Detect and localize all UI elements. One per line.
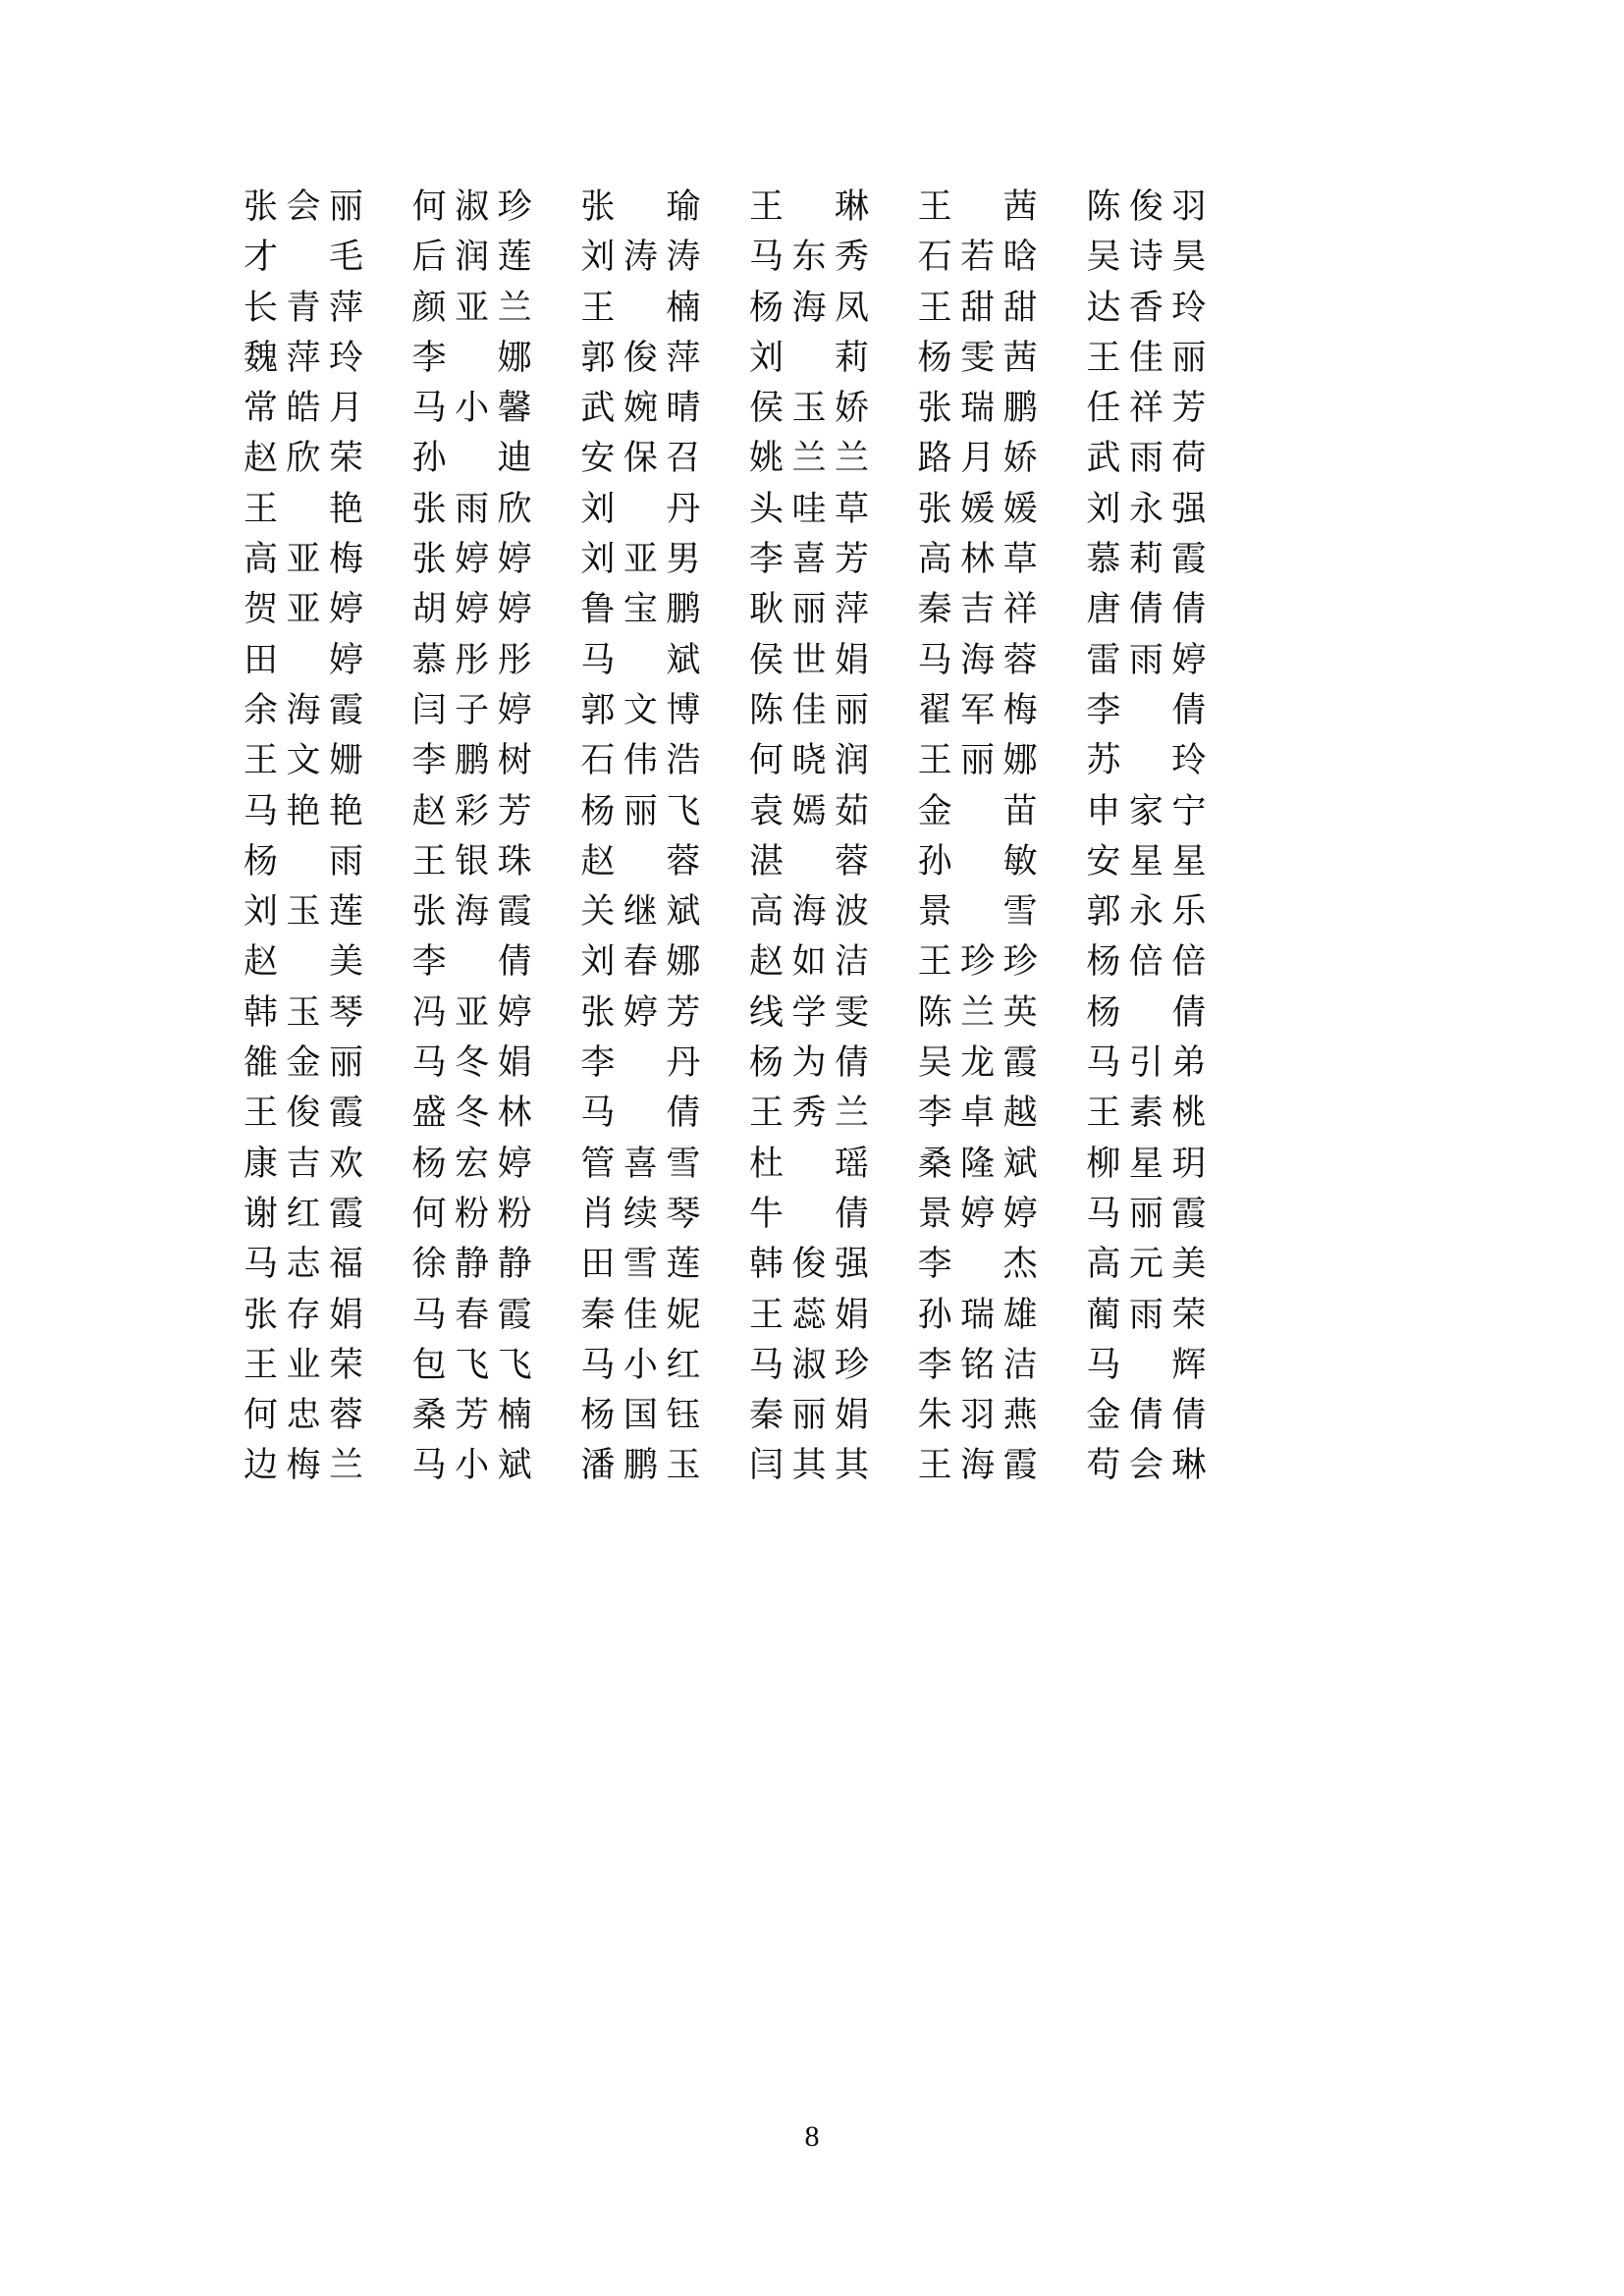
name-cell: 王蕊娟	[749, 1295, 869, 1334]
name-cell: 赵欣荣	[244, 439, 363, 478]
name-cell: 张 瑜	[580, 187, 701, 226]
name-cell: 张雨欣	[411, 489, 532, 528]
name-cell: 朱羽燕	[917, 1396, 1038, 1435]
name-cell: 景婷婷	[917, 1194, 1038, 1233]
name-cell: 线学雯	[749, 992, 869, 1032]
name-cell: 牛 倩	[749, 1194, 869, 1233]
name-cell: 慕彤彤	[411, 640, 532, 679]
name-cell: 何粉粉	[411, 1194, 532, 1233]
name-cell: 刘涛涛	[580, 238, 701, 277]
name-cell: 李 倩	[411, 942, 532, 982]
name-cell: 王 艳	[244, 489, 363, 528]
name-cell: 刘 丹	[580, 489, 701, 528]
name-cell: 张婷婷	[411, 540, 532, 579]
name-cell: 秦吉祥	[917, 590, 1038, 629]
name-cell: 高亚梅	[244, 540, 363, 579]
name-cell: 李喜芳	[749, 540, 869, 579]
name-cell: 杨丽飞	[580, 791, 701, 830]
name-cell: 马艳艳	[244, 791, 363, 830]
name-cell: 慕莉霞	[1086, 540, 1207, 579]
name-cell: 秦佳妮	[580, 1295, 701, 1334]
name-cell: 头哇草	[749, 489, 869, 528]
name-cell: 郭永乐	[1086, 892, 1207, 932]
name-cell: 王丽娜	[917, 741, 1038, 780]
name-cell: 杨海凤	[749, 288, 869, 327]
name-cell: 刘玉莲	[244, 892, 363, 932]
name-cell: 闫子婷	[411, 690, 532, 729]
name-cell: 唐倩倩	[1086, 590, 1207, 629]
name-cell: 王文姗	[244, 741, 363, 780]
name-cell: 高林草	[917, 540, 1038, 579]
name-cell: 康吉欢	[244, 1144, 363, 1183]
name-cell: 余海霞	[244, 690, 363, 729]
name-cell: 高海波	[749, 892, 869, 932]
name-cell: 李卓越	[917, 1094, 1038, 1133]
name-cell: 高元美	[1086, 1245, 1207, 1284]
name-cell: 马引弟	[1086, 1043, 1207, 1083]
name-cell: 杨雯茜	[917, 338, 1038, 377]
name-cell: 陈佳丽	[749, 690, 869, 729]
name-cell: 耿丽萍	[749, 590, 869, 629]
name-cell: 吴龙霞	[917, 1043, 1038, 1083]
name-cell: 马志福	[244, 1245, 363, 1284]
name-cell: 韩俊强	[749, 1245, 869, 1284]
name-cell: 管喜雪	[580, 1144, 701, 1183]
name-cell: 马 倩	[580, 1094, 701, 1133]
name-cell: 吴诗昊	[1086, 238, 1207, 277]
name-cell: 安保召	[580, 439, 701, 478]
name-cell: 潘鹏玉	[580, 1446, 701, 1485]
name-cell: 王银珠	[411, 841, 532, 881]
name-cell: 金 苗	[917, 791, 1038, 830]
name-cell: 安星星	[1086, 841, 1207, 881]
name-cell: 李鹏树	[411, 741, 532, 780]
name-cell: 桑隆斌	[917, 1144, 1038, 1183]
name-cell: 柳星玥	[1086, 1144, 1207, 1183]
name-cell: 雷雨婷	[1086, 640, 1207, 679]
name-cell: 赵彩芳	[411, 791, 532, 830]
name-cell: 徐静静	[411, 1245, 532, 1284]
name-cell: 马小馨	[411, 389, 532, 428]
name-cell: 刘春娜	[580, 942, 701, 982]
name-cell: 何忠蓉	[244, 1396, 363, 1435]
name-cell: 湛 蓉	[749, 841, 869, 881]
name-cell: 边梅兰	[244, 1446, 363, 1485]
name-cell: 张瑞鹏	[917, 389, 1038, 428]
name-cell: 闫其其	[749, 1446, 869, 1485]
name-cell: 马东秀	[749, 238, 869, 277]
name-cell: 韩玉琴	[244, 992, 363, 1032]
name-cell: 田雪莲	[580, 1245, 701, 1284]
name-cell: 才 毛	[244, 238, 363, 277]
name-cell: 马 辉	[1086, 1345, 1207, 1384]
name-cell: 常皓月	[244, 389, 363, 428]
name-cell: 王俊霞	[244, 1094, 363, 1133]
name-cell: 田 婷	[244, 640, 363, 679]
name-cell: 翟军梅	[917, 690, 1038, 729]
name-cell: 武婉晴	[580, 389, 701, 428]
name-cell: 何淑珍	[411, 187, 532, 226]
name-list-grid	[244, 182, 1255, 1491]
name-cell: 颜亚兰	[411, 288, 532, 327]
name-cell: 李铭洁	[917, 1345, 1038, 1384]
name-cell: 王珍珍	[917, 942, 1038, 982]
name-cell: 杜 瑶	[749, 1144, 869, 1183]
name-cell: 何晓润	[749, 741, 869, 780]
name-cell: 孙瑞雄	[917, 1295, 1038, 1334]
name-cell: 张海霞	[411, 892, 532, 932]
name-cell: 赵如洁	[749, 942, 869, 982]
name-cell: 马 斌	[580, 640, 701, 679]
name-cell: 侯世娟	[749, 640, 869, 679]
name-cell: 金倩倩	[1086, 1396, 1207, 1435]
name-cell: 王佳丽	[1086, 338, 1207, 377]
name-cell: 马冬娟	[411, 1043, 532, 1083]
name-cell: 刘 莉	[749, 338, 869, 377]
name-cell: 马丽霞	[1086, 1194, 1207, 1233]
name-cell: 陈兰英	[917, 992, 1038, 1032]
name-cell: 张婷芳	[580, 992, 701, 1032]
name-cell: 孙 敏	[917, 841, 1038, 881]
name-cell: 马海蓉	[917, 640, 1038, 679]
name-cell: 王素桃	[1086, 1094, 1207, 1133]
name-cell: 包飞飞	[411, 1345, 532, 1384]
name-cell: 景 雪	[917, 892, 1038, 932]
name-cell: 苏 玲	[1086, 741, 1207, 780]
name-cell: 贺亚婷	[244, 590, 363, 629]
name-cell: 武雨荷	[1086, 439, 1207, 478]
name-cell: 马小红	[580, 1345, 701, 1384]
name-cell: 袁嫣茹	[749, 791, 869, 830]
name-cell: 杨宏婷	[411, 1144, 532, 1183]
name-cell: 李 杰	[917, 1245, 1038, 1284]
name-cell: 马小斌	[411, 1446, 532, 1485]
name-cell: 李 丹	[580, 1043, 701, 1083]
name-cell: 长青萍	[244, 288, 363, 327]
name-cell: 盛冬林	[411, 1094, 532, 1133]
name-cell: 陈俊羽	[1086, 187, 1207, 226]
name-cell: 王 琳	[749, 187, 869, 226]
name-cell: 王海霞	[917, 1446, 1038, 1485]
name-cell: 石若晗	[917, 238, 1038, 277]
name-cell: 王 茜	[917, 187, 1038, 226]
name-cell: 郭文博	[580, 690, 701, 729]
name-cell: 赵 美	[244, 942, 363, 982]
name-cell: 桑芳楠	[411, 1396, 532, 1435]
name-cell: 郭俊萍	[580, 338, 701, 377]
name-cell: 马淑珍	[749, 1345, 869, 1384]
name-cell: 王业荣	[244, 1345, 363, 1384]
name-cell: 雒金丽	[244, 1043, 363, 1083]
name-cell: 杨 雨	[244, 841, 363, 881]
name-cell: 任祥芳	[1086, 389, 1207, 428]
name-cell: 张会丽	[244, 187, 363, 226]
name-cell: 李 娜	[411, 338, 532, 377]
name-cell: 杨倍倍	[1086, 942, 1207, 982]
name-cell: 冯亚婷	[411, 992, 532, 1032]
name-cell: 肖续琴	[580, 1194, 701, 1233]
name-cell: 胡婷婷	[411, 590, 532, 629]
name-cell: 申家宁	[1086, 791, 1207, 830]
name-cell: 王 楠	[580, 288, 701, 327]
name-cell: 路月娇	[917, 439, 1038, 478]
name-cell: 孙 迪	[411, 439, 532, 478]
name-cell: 谢红霞	[244, 1194, 363, 1233]
name-cell: 后润莲	[411, 238, 532, 277]
name-cell: 张存娟	[244, 1295, 363, 1334]
name-cell: 侯玉娇	[749, 389, 869, 428]
page-number: 8	[804, 2120, 820, 2153]
name-cell: 姚兰兰	[749, 439, 869, 478]
name-cell: 苟会琳	[1086, 1446, 1207, 1485]
name-cell: 关继斌	[580, 892, 701, 932]
name-cell: 杨为倩	[749, 1043, 869, 1083]
name-cell: 蔺雨荣	[1086, 1295, 1207, 1334]
name-cell: 石伟浩	[580, 741, 701, 780]
name-cell: 赵 蓉	[580, 841, 701, 881]
name-cell: 张媛媛	[917, 489, 1038, 528]
name-cell: 马春霞	[411, 1295, 532, 1334]
name-cell: 魏萍玲	[244, 338, 363, 377]
name-cell: 刘亚男	[580, 540, 701, 579]
name-cell: 王甜甜	[917, 288, 1038, 327]
name-cell: 达香玲	[1086, 288, 1207, 327]
name-cell: 杨 倩	[1086, 992, 1207, 1032]
name-cell: 李 倩	[1086, 690, 1207, 729]
name-cell: 秦丽娟	[749, 1396, 869, 1435]
name-cell: 王秀兰	[749, 1094, 869, 1133]
name-cell: 杨国钰	[580, 1396, 701, 1435]
name-cell: 鲁宝鹏	[580, 590, 701, 629]
name-cell: 刘永强	[1086, 489, 1207, 528]
